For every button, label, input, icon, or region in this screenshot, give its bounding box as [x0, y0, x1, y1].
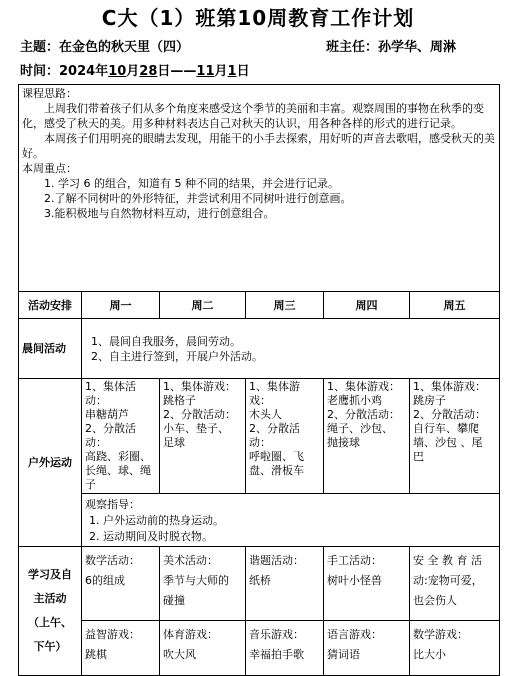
- course-intro: [19, 85, 500, 292]
- date-text: 月: [126, 64, 140, 79]
- study-cell: [410, 621, 500, 676]
- outdoor-label: 户外运动: [19, 379, 82, 547]
- header-day: 周一: [82, 292, 160, 319]
- cell-line: 2、分散活动：: [327, 408, 400, 421]
- cell-line: 2、分散活动：: [413, 408, 486, 421]
- morning-line: 2、自主进行签到，开展户外活动。: [91, 349, 263, 363]
- cell-line: 2、分散活动：: [163, 408, 236, 421]
- date-prefix: 时间：2024年: [20, 64, 109, 79]
- page-title: C大（1）班第10周教育工作计划: [101, 6, 415, 30]
- weekly-plan-table: [18, 84, 500, 676]
- cell-line: 1、集体游戏：: [249, 380, 300, 407]
- goal-item: 3.能积极地与自然物材料互动，进行创意组合。: [44, 207, 275, 220]
- date-end-day: 1: [227, 64, 237, 79]
- activity-type: 音乐游戏：: [249, 628, 304, 641]
- activity-name: 跳棋: [85, 648, 107, 661]
- study-label: [19, 547, 82, 676]
- cell-line: 1、集体活动：: [85, 380, 136, 407]
- activity-name: 吹大风: [163, 648, 196, 661]
- study-cell: [160, 547, 246, 621]
- header-day: 周五: [410, 292, 500, 319]
- activity-name: 树叶小怪兽: [327, 574, 382, 587]
- header-day: 周三: [246, 292, 324, 319]
- header-activity: 活动安排: [19, 292, 82, 319]
- theme-label: 主题：在金色的秋天里（四）: [20, 40, 190, 55]
- study-cell: [82, 547, 160, 621]
- activity-type: 数学游戏：: [413, 628, 468, 641]
- activity-name: 季节与大师的: [163, 574, 229, 587]
- study-cell: [246, 621, 324, 676]
- activity-name: 动:宠物可爱，: [413, 574, 483, 587]
- morning-content: [82, 319, 500, 379]
- cell-line: 小车、垫子、: [163, 422, 229, 435]
- study-cell: [246, 547, 324, 621]
- study-cell: [324, 547, 410, 621]
- cell-line: 高跷、彩圈、: [85, 450, 151, 463]
- activity-type: 语言游戏：: [327, 628, 382, 641]
- outdoor-day-cell: [246, 379, 324, 494]
- cell-line: 盘、滑板车: [249, 464, 304, 477]
- morning-label: 晨间活动: [19, 319, 82, 379]
- cell-line: 跳房子: [413, 394, 446, 407]
- goals-heading: 本周重点：: [22, 162, 77, 175]
- cell-line: 串糖葫芦: [85, 408, 129, 421]
- guide-heading: 观察指导：: [85, 498, 140, 511]
- activity-name: 也会伤人: [413, 594, 457, 607]
- date-start-month: 10: [108, 64, 127, 79]
- activity-name: 幸福拍手歌: [249, 648, 304, 661]
- cell-line: 长绳、球、绳: [85, 464, 151, 477]
- cell-line: 1、集体游戏：: [327, 380, 400, 393]
- cell-line: 2、分散活动：: [249, 422, 300, 449]
- cell-line: 抛接球: [327, 436, 360, 449]
- label-line: 主活动: [33, 592, 67, 605]
- date-text: 日: [236, 64, 250, 79]
- label-line: 下午）: [33, 640, 67, 653]
- cell-line: 跳格子: [163, 394, 196, 407]
- outdoor-day-cell: [324, 379, 410, 494]
- activity-type: 手工活动：: [327, 554, 382, 567]
- activity-type: 益智游戏：: [85, 628, 140, 641]
- activity-type: 美术活动：: [163, 554, 218, 567]
- cell-line: 足球: [163, 436, 185, 449]
- activity-name: 猜词语: [327, 648, 360, 661]
- morning-line: 1、晨间自我服务，晨间劳动。: [91, 334, 241, 348]
- label-line: （上午、: [28, 616, 72, 629]
- date-text: 月: [214, 64, 228, 79]
- outdoor-day-cell: [160, 379, 246, 494]
- goal-item: 2.了解不同树叶的外形特征，并尝试利用不同树叶进行创意画。: [44, 192, 352, 205]
- cell-line: 1、集体游戏：: [163, 380, 236, 393]
- study-cell: [160, 621, 246, 676]
- cell-line: 自行车、攀爬: [413, 422, 479, 435]
- cell-line: 巴: [413, 450, 424, 463]
- outdoor-day-cell: [82, 379, 160, 494]
- guide-item: 1. 户外运动前的热身运动。: [89, 514, 224, 527]
- label-line: 学习及自: [28, 568, 72, 581]
- date-text: 日——: [157, 64, 197, 79]
- intro-heading: 课程思路：: [22, 87, 77, 100]
- activity-name: 比大小: [413, 648, 446, 661]
- activity-name: 碰撞: [163, 594, 185, 607]
- cell-line: 1、集体游戏：: [413, 380, 486, 393]
- cell-line: 子: [85, 478, 96, 491]
- cell-line: 2、分散活动：: [85, 422, 136, 449]
- date-start-day: 28: [139, 64, 158, 79]
- header-day: 周四: [324, 292, 410, 319]
- cell-line: 老鹰抓小鸡: [327, 394, 382, 407]
- date-end-month: 11: [196, 64, 215, 79]
- intro-paragraph: 本周孩子们用明亮的眼睛去发现，用能干的小手去探索，用好听的声音去歌唱，感受秋天的美好。: [22, 132, 495, 160]
- activity-name: 6的组成: [85, 574, 125, 587]
- observation-guide: [82, 494, 500, 547]
- activity-type: 体育游戏：: [163, 628, 218, 641]
- teacher-label: 班主任：孙学华、周淋: [326, 40, 457, 55]
- header-day: 周二: [160, 292, 246, 319]
- intro-paragraph: 上周我们带着孩子们从多个角度来感受这个季节的美丽和丰富。观察周围的事物在秋季的变化，感受了秋天的美。用多种材料表达自己对秋天的认识，用各种各样的形式的进行记录。: [22, 102, 484, 130]
- study-cell: [82, 621, 160, 676]
- guide-item: 2. 运动期间及时脱衣物。: [89, 530, 213, 543]
- cell-line: 呼啦圈、飞: [249, 450, 304, 463]
- activity-type: 数学活动：: [85, 554, 140, 567]
- cell-line: 绳子、沙包、: [327, 422, 393, 435]
- study-cell: [324, 621, 410, 676]
- goal-item: 1. 学习 6 的组合，知道有 5 种不同的结果，并会进行记录。: [44, 177, 339, 190]
- date-range: [20, 60, 250, 79]
- outdoor-day-cell: [410, 379, 500, 494]
- activity-type: 谐题活动：: [249, 554, 304, 567]
- activity-type: 安 全 教 育 活: [413, 554, 482, 567]
- cell-line: 木头人: [249, 408, 282, 421]
- cell-line: 墙、沙包 、尾: [413, 436, 483, 449]
- study-cell: [410, 547, 500, 621]
- activity-name: 纸桥: [249, 574, 271, 587]
